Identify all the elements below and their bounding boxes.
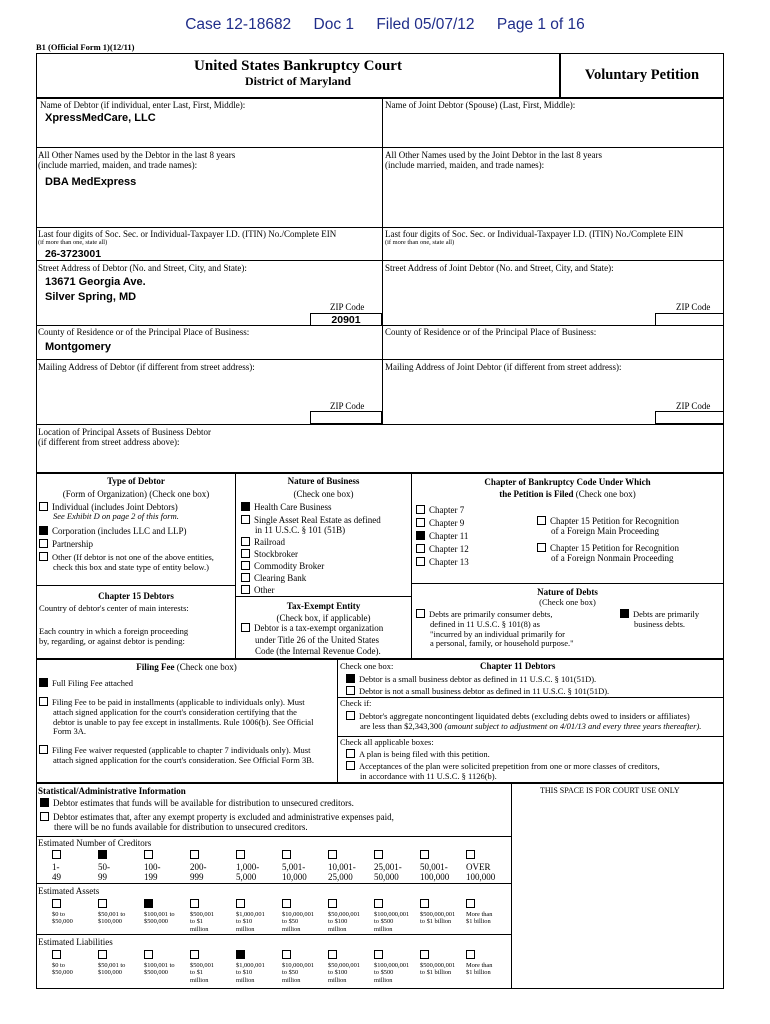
joint-county-label: County of Residence or of the Principal Place of Business: xyxy=(385,327,597,337)
ch11-debtors-title: Chapter 11 Debtors xyxy=(480,661,556,671)
liabilities-checkbox-7[interactable] xyxy=(374,950,383,959)
creditors-checkbox-9[interactable] xyxy=(466,850,475,859)
nob-clearing-bank-checkbox[interactable] xyxy=(241,573,250,582)
zip-value: 20901 xyxy=(310,313,382,326)
tax-exempt-option[interactable]: Debtor is a tax-exempt organization xyxy=(241,623,383,633)
street-line-1: 13671 Georgia Ave. xyxy=(45,276,146,288)
joint-zip-label: ZIP Code xyxy=(676,302,711,312)
installments-option[interactable]: Filing Fee to be paid in installments (applicable to individuals only). Must attach signed application for the court's consideration certifying that the debtor is unable to pay fee except in installments. Rule 1006(b). See Official Form 3A. xyxy=(39,697,313,737)
court-use-only: THIS SPACE IS FOR COURT USE ONLY xyxy=(540,786,680,795)
creditors-checkbox-2[interactable] xyxy=(144,850,153,859)
nob-other-option[interactable]: Other xyxy=(241,585,275,595)
no-funds-checkbox[interactable] xyxy=(40,812,49,821)
tax-exempt-checkbox[interactable] xyxy=(241,623,250,632)
consumer-debts-checkbox[interactable] xyxy=(416,609,425,618)
chapter-15-nonmain-option[interactable]: Chapter 15 Petition for Recognition of a Foreign Nonmain Proceeding xyxy=(537,543,679,564)
chapter-9-checkbox[interactable] xyxy=(416,518,425,527)
assets-range-9: More than $1 billion xyxy=(466,911,493,926)
creditors-range-5: 5,001- 10,000 xyxy=(282,862,307,883)
full-fee-option[interactable]: Full Filing Fee attached xyxy=(39,678,133,689)
chapter-13-checkbox[interactable] xyxy=(416,557,425,566)
chapter-7-option[interactable]: Chapter 7 xyxy=(416,505,464,515)
assets-range-0: $0 to $50,000 xyxy=(52,911,73,926)
nature-of-business-subtitle: (Check one box) xyxy=(293,489,354,499)
liabilities-checkbox-2[interactable] xyxy=(144,950,153,959)
other-names-label: All Other Names used by the Debtor in the last 8 years (include married, maiden, and trade names): xyxy=(38,150,236,171)
creditors-range-2: 100- 199 xyxy=(144,862,161,883)
nob-health-care-option[interactable]: Health Care Business xyxy=(241,502,331,512)
ch15-country-label: Country of debtor's center of main interests: xyxy=(39,603,189,613)
liabilities-range-0: $0 to $50,000 xyxy=(52,962,73,977)
nature-of-debts-subtitle: (Check one box) xyxy=(539,597,596,607)
small-business-option[interactable]: Debtor is a small business debtor as defined in 11 U.S.C. § 101(51D). xyxy=(346,674,596,685)
debtor-name-label: Name of Debtor (if individual, enter Last, First, Middle): xyxy=(40,100,246,110)
liabilities-checkbox-8[interactable] xyxy=(420,950,429,959)
creditors-range-8: 50,001- 100,000 xyxy=(420,862,450,883)
assets-range-6: $50,000,001 to $100 million xyxy=(328,911,360,933)
type-of-debtor-title: Type of Debtor xyxy=(107,476,165,486)
assets-checkbox-7[interactable] xyxy=(374,899,383,908)
fee-waiver-option[interactable]: Filing Fee waiver requested (applicable to chapter 7 individuals only). Must attach signed application for the court's consideration. See Official Form 3B. xyxy=(39,745,314,766)
liabilities-range-3: $500,001 to $1 million xyxy=(190,962,214,984)
full-fee-checkbox[interactable] xyxy=(39,678,48,687)
filing-fee-title: Filing Fee (Check one box) xyxy=(136,662,237,672)
form-number: B1 (Official Form 1)(12/11) xyxy=(36,42,135,52)
street-label: Street Address of Debtor (No. and Street, City, and State): xyxy=(38,263,247,273)
chapter-15-main-checkbox[interactable] xyxy=(537,516,546,525)
filed-date: Filed 05/07/12 xyxy=(376,16,475,33)
nature-of-business-title: Nature of Business xyxy=(287,476,360,486)
liabilities-range-9: More than $1 billion xyxy=(466,962,493,977)
nob-single-asset-option[interactable]: Single Asset Real Estate as defined in 11 U.S.C. § 101 (51B) xyxy=(241,515,381,536)
county-label: County of Residence or of the Principal Place of Business: xyxy=(38,327,250,337)
ch11-check-all: Check all applicable boxes: xyxy=(340,737,434,747)
nob-stockbroker-option[interactable]: Stockbroker xyxy=(241,549,298,559)
assets-range-1: $50,001 to $100,000 xyxy=(98,911,126,926)
assets-checkbox-5[interactable] xyxy=(282,899,291,908)
creditors-checkbox-8[interactable] xyxy=(420,850,429,859)
creditors-range-4: 1,000- 5,000 xyxy=(236,862,260,883)
aggregate-debts-checkbox[interactable] xyxy=(346,711,355,720)
court-title-box xyxy=(36,53,560,98)
acceptances-option[interactable]: Acceptances of the plan were solicited prepetition from one or more classes of creditors, in accordance with 11 U.S.C. § 1126(b). xyxy=(346,761,660,782)
page-number: Page 1 of 16 xyxy=(496,16,585,33)
location-label: Location of Principal Assets of Business Debtor (if different from street address above): xyxy=(38,427,211,448)
liabilities-range-2: $100,001 to $500,000 xyxy=(144,962,175,977)
stat-title: Statistical/Administrative Information xyxy=(38,786,186,796)
case-header xyxy=(0,16,770,34)
debtor-name: XpressMedCare, LLC xyxy=(45,112,156,124)
plan-filed-checkbox[interactable] xyxy=(346,749,355,758)
assets-label: Estimated Assets xyxy=(38,886,100,896)
joint-ein-label: Last four digits of Soc. Sec. or Individual-Taxpayer I.D. (ITIN) No./Complete EIN (if more than one, state all) xyxy=(385,229,684,247)
tax-exempt-subtitle: (Check box, if applicable) xyxy=(276,613,371,623)
mail-zip-label: ZIP Code xyxy=(330,401,365,411)
small-business-checkbox[interactable] xyxy=(346,674,355,683)
creditors-range-3: 200- 999 xyxy=(190,862,207,883)
mailing-label: Mailing Address of Debtor (if different from street address): xyxy=(38,362,255,372)
joint-other-names-label: All Other Names used by the Joint Debtor in the last 8 years (include married, maiden, and trade names): xyxy=(385,150,602,171)
creditors-range-7: 25,001- 50,000 xyxy=(374,862,402,883)
funds-available-checkbox[interactable] xyxy=(40,798,49,807)
assets-checkbox-0[interactable] xyxy=(52,899,61,908)
tax-exempt-title: Tax-Exempt Entity xyxy=(286,601,361,611)
nob-stockbroker-checkbox[interactable] xyxy=(241,549,250,558)
creditors-range-6: 10,001- 25,000 xyxy=(328,862,356,883)
liabilities-range-8: $500,000,001 to $1 billion xyxy=(420,962,456,977)
liabilities-checkbox-4[interactable] xyxy=(236,950,245,959)
chapter-title-2: the Petition is Filed (Check one box) xyxy=(499,489,636,499)
chapter-15-nonmain-checkbox[interactable] xyxy=(537,543,546,552)
liabilities-checkbox-0[interactable] xyxy=(52,950,61,959)
court-title: United States Bankruptcy Court xyxy=(194,58,402,74)
assets-checkbox-3[interactable] xyxy=(190,899,199,908)
court-district: District of Maryland xyxy=(245,74,351,89)
type-corporation-option[interactable]: Corporation (includes LLC and LLP) xyxy=(39,526,186,536)
nob-single-asset-checkbox[interactable] xyxy=(241,515,250,524)
installments-checkbox[interactable] xyxy=(39,697,48,706)
creditors-range-9: OVER 100,000 xyxy=(466,862,496,883)
ein-label: Last four digits of Soc. Sec. or Individual-Taxpayer I.D. (ITIN) No./Complete EIN (if more than one, state all) xyxy=(38,229,337,247)
ch15-each-label: Each country in which a foreign proceeding by, regarding, or against debtor is pending: xyxy=(39,626,189,646)
liabilities-checkbox-3[interactable] xyxy=(190,950,199,959)
nob-railroad-checkbox[interactable] xyxy=(241,537,250,546)
nob-other-checkbox[interactable] xyxy=(241,585,250,594)
creditors-checkbox-3[interactable] xyxy=(190,850,199,859)
joint-name-label: Name of Joint Debtor (Spouse) (Last, First, Middle): xyxy=(385,100,576,110)
liabilities-checkbox-6[interactable] xyxy=(328,950,337,959)
joint-mailing-label: Mailing Address of Joint Debtor (if different from street address): xyxy=(385,362,622,372)
case-number: Case 12-18682 xyxy=(185,16,292,33)
assets-range-2: $100,001 to $500,000 xyxy=(144,911,175,926)
creditors-checkbox-4[interactable] xyxy=(236,850,245,859)
liabilities-label: Estimated Liabilities xyxy=(38,937,113,947)
chapter-11-checkbox[interactable] xyxy=(416,531,425,540)
county-value: Montgomery xyxy=(45,341,111,353)
creditors-checkbox-1[interactable] xyxy=(98,850,107,859)
assets-range-8: $500,000,001 to $1 billion xyxy=(420,911,456,926)
chapter-title-1: Chapter of Bankruptcy Code Under Which xyxy=(484,477,651,487)
chapter-12-checkbox[interactable] xyxy=(416,544,425,553)
nob-commodity-option[interactable]: Commodity Broker xyxy=(241,561,324,571)
assets-range-3: $500,001 to $1 million xyxy=(190,911,214,933)
liabilities-checkbox-9[interactable] xyxy=(466,950,475,959)
assets-checkbox-1[interactable] xyxy=(98,899,107,908)
type-other-option[interactable]: Other (If debtor is not one of the above entities, check this box and state type of entity below.) xyxy=(39,552,214,573)
ch15-debtors-title: Chapter 15 Debtors xyxy=(98,591,174,601)
creditors-checkbox-5[interactable] xyxy=(282,850,291,859)
type-other-checkbox[interactable] xyxy=(39,552,48,561)
creditors-range-0: 1- 49 xyxy=(52,862,61,883)
not-small-business-checkbox[interactable] xyxy=(346,686,355,695)
funds-available-option[interactable]: Debtor estimates that funds will be available for distribution to unsecured creditors. xyxy=(40,798,354,808)
no-funds-option[interactable]: Debtor estimates that, after any exempt property is excluded and administrative expenses paid, there will be no funds available for distribution to unsecured creditors. xyxy=(40,812,394,833)
consumer-debts-option[interactable]: Debts are primarily consumer debts, defined in 11 U.S.C. § 101(8) as "incurred by an individual primarily for a personal, family, or household purpose." xyxy=(416,609,574,649)
nob-railroad-option[interactable]: Railroad xyxy=(241,537,285,547)
creditors-range-1: 50- 99 xyxy=(98,862,110,883)
fee-waiver-checkbox[interactable] xyxy=(39,745,48,754)
chapter-15-main-option[interactable]: Chapter 15 Petition for Recognition of a Foreign Main Proceeding xyxy=(537,516,679,537)
assets-checkbox-4[interactable] xyxy=(236,899,245,908)
creditors-checkbox-0[interactable] xyxy=(52,850,61,859)
liabilities-range-7: $100,000,001 to $500 million xyxy=(374,962,410,984)
chapter-13-option[interactable]: Chapter 13 xyxy=(416,557,469,567)
liabilities-checkbox-1[interactable] xyxy=(98,950,107,959)
nob-clearing-bank-option[interactable]: Clearing Bank xyxy=(241,573,306,583)
petition-type: Voluntary Petition xyxy=(560,53,724,98)
chapter-11-option[interactable]: Chapter 11 xyxy=(416,531,468,541)
street-line-2: Silver Spring, MD xyxy=(45,291,137,303)
ch11-check-one: Check one box: xyxy=(340,661,394,671)
nob-health-care-checkbox[interactable] xyxy=(241,502,250,511)
liabilities-range-4: $1,000,001 to $10 million xyxy=(236,962,265,984)
chapter-7-checkbox[interactable] xyxy=(416,505,425,514)
assets-range-5: $10,000,001 to $50 million xyxy=(282,911,314,933)
assets-range-7: $100,000,001 to $500 million xyxy=(374,911,410,933)
chapter-12-option[interactable]: Chapter 12 xyxy=(416,544,469,554)
assets-checkbox-2[interactable] xyxy=(144,899,153,908)
chapter-9-option[interactable]: Chapter 9 xyxy=(416,518,464,528)
assets-checkbox-9[interactable] xyxy=(466,899,475,908)
liabilities-range-1: $50,001 to $100,000 xyxy=(98,962,126,977)
other-names: DBA MedExpress xyxy=(45,176,137,188)
liabilities-range-6: $50,000,001 to $100 million xyxy=(328,962,360,984)
liabilities-checkbox-5[interactable] xyxy=(282,950,291,959)
nature-of-debts-title: Nature of Debts xyxy=(537,587,598,597)
creditors-label: Estimated Number of Creditors xyxy=(38,838,152,848)
assets-checkbox-6[interactable] xyxy=(328,899,337,908)
acceptances-checkbox[interactable] xyxy=(346,761,355,770)
doc-number: Doc 1 xyxy=(313,16,354,33)
assets-range-4: $1,000,001 to $10 million xyxy=(236,911,265,933)
zip-label: ZIP Code xyxy=(330,302,365,312)
type-of-debtor-subtitle: (Form of Organization) (Check one box) xyxy=(62,489,210,499)
creditors-checkbox-7[interactable] xyxy=(374,850,383,859)
type-corporation-checkbox[interactable] xyxy=(39,526,48,535)
tax-exempt-line-2: under Title 26 of the United States xyxy=(255,635,379,645)
plan-filed-option[interactable]: A plan is being filed with this petition. xyxy=(346,749,490,760)
creditors-checkbox-6[interactable] xyxy=(328,850,337,859)
type-individual-checkbox[interactable] xyxy=(39,502,48,511)
business-debts-checkbox[interactable] xyxy=(620,609,629,618)
type-individual-option[interactable]: Individual (includes Joint Debtors) See Exhibit D on page 2 of this form. xyxy=(39,502,179,522)
type-partnership-checkbox[interactable] xyxy=(39,539,48,548)
assets-checkbox-8[interactable] xyxy=(420,899,429,908)
business-debts-option[interactable]: Debts are primarily business debts. xyxy=(620,609,699,630)
joint-mail-zip-label: ZIP Code xyxy=(676,401,711,411)
liabilities-range-5: $10,000,001 to $50 million xyxy=(282,962,314,984)
aggregate-debts-option[interactable]: Debtor's aggregate noncontingent liquidated debts (excluding debts owed to insiders or affiliates) are less than $2,343,300 (amount subject to adjustment on 4/01/13 and every three years thereafter). xyxy=(346,711,701,732)
not-small-business-option[interactable]: Debtor is not a small business debtor as defined in 11 U.S.C. § 101(51D). xyxy=(346,686,609,697)
nob-commodity-checkbox[interactable] xyxy=(241,561,250,570)
type-partnership-option[interactable]: Partnership xyxy=(39,539,93,549)
joint-street-label: Street Address of Joint Debtor (No. and Street, City, and State): xyxy=(385,263,614,273)
tax-exempt-line-3: Code (the Internal Revenue Code). xyxy=(255,646,381,656)
ein-value: 26-3723001 xyxy=(45,248,102,260)
ch11-check-if: Check if: xyxy=(340,698,372,708)
